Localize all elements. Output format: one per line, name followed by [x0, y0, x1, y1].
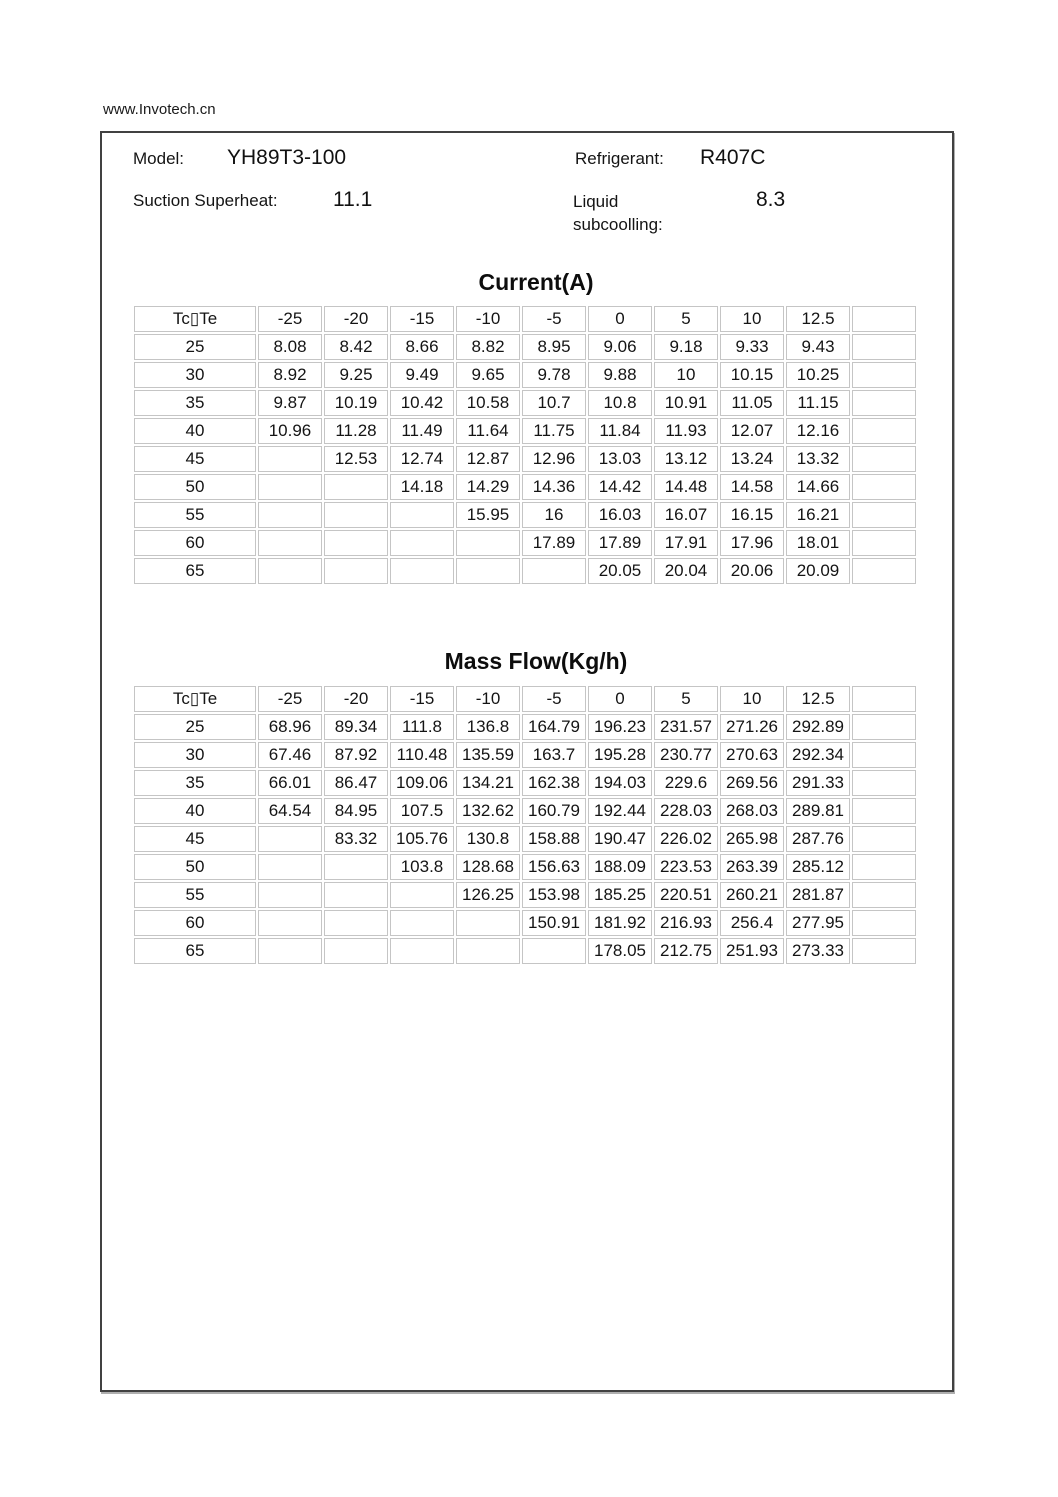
value-cell: 162.38: [522, 770, 586, 796]
value-cell: [390, 910, 454, 936]
value-cell: 89.34: [324, 714, 388, 740]
row-header-cell: 50: [134, 854, 256, 880]
value-cell: 231.57: [654, 714, 718, 740]
value-cell: 9.88: [588, 362, 652, 388]
value-cell: 10.15: [720, 362, 784, 388]
value-cell: 67.46: [258, 742, 322, 768]
empty-cell: [852, 390, 916, 416]
value-cell: [456, 938, 520, 964]
empty-cell: [852, 334, 916, 360]
value-cell: 10.25: [786, 362, 850, 388]
value-cell: 16.03: [588, 502, 652, 528]
value-cell: 223.53: [654, 854, 718, 880]
row-header-cell: 35: [134, 770, 256, 796]
value-cell: 229.6: [654, 770, 718, 796]
value-cell: 83.32: [324, 826, 388, 852]
value-cell: 188.09: [588, 854, 652, 880]
row-header-cell: 30: [134, 742, 256, 768]
value-cell: [324, 474, 388, 500]
row-header-cell: 50: [134, 474, 256, 500]
value-cell: 265.98: [720, 826, 784, 852]
model-label: Model:: [133, 149, 185, 168]
value-cell: 220.51: [654, 882, 718, 908]
value-cell: 14.42: [588, 474, 652, 500]
table-row: [134, 558, 916, 584]
value-cell: [324, 938, 388, 964]
value-cell: 16: [522, 502, 586, 528]
liquid-subcooling-value: 8.3: [756, 188, 786, 211]
value-cell: [456, 910, 520, 936]
value-cell: 269.56: [720, 770, 784, 796]
empty-cell: [852, 938, 916, 964]
value-cell: 17.89: [588, 530, 652, 556]
row-header-cell: 25: [134, 334, 256, 360]
value-cell: 11.15: [786, 390, 850, 416]
value-cell: [258, 882, 322, 908]
column-header-cell: 12.5: [786, 686, 850, 712]
value-cell: 9.25: [324, 362, 388, 388]
value-cell: 11.64: [456, 418, 520, 444]
value-cell: 14.29: [456, 474, 520, 500]
value-cell: 14.58: [720, 474, 784, 500]
value-cell: [258, 938, 322, 964]
value-cell: 13.03: [588, 446, 652, 472]
value-cell: 8.08: [258, 334, 322, 360]
table-row: [134, 938, 916, 964]
value-cell: [258, 530, 322, 556]
value-cell: 20.04: [654, 558, 718, 584]
value-cell: [390, 502, 454, 528]
empty-cell: [852, 502, 916, 528]
value-cell: [324, 558, 388, 584]
empty-cell: [852, 770, 916, 796]
value-cell: 87.92: [324, 742, 388, 768]
value-cell: 9.06: [588, 334, 652, 360]
value-cell: 150.91: [522, 910, 586, 936]
value-cell: 156.63: [522, 854, 586, 880]
current-table-title: Current(A): [478, 269, 594, 295]
value-cell: 9.65: [456, 362, 520, 388]
column-header-cell: -20: [324, 306, 388, 332]
suction-superheat-label: Suction Superheat:: [133, 191, 278, 210]
value-cell: 105.76: [390, 826, 454, 852]
value-cell: 10.58: [456, 390, 520, 416]
value-cell: 12.87: [456, 446, 520, 472]
value-cell: 17.89: [522, 530, 586, 556]
current-table: [132, 304, 918, 586]
value-cell: 13.32: [786, 446, 850, 472]
empty-cell: [852, 798, 916, 824]
table-row: [134, 826, 916, 852]
value-cell: 289.81: [786, 798, 850, 824]
value-cell: 226.02: [654, 826, 718, 852]
value-cell: 160.79: [522, 798, 586, 824]
value-cell: 18.01: [786, 530, 850, 556]
refrigerant-value: R407C: [700, 146, 766, 169]
empty-cell: [852, 418, 916, 444]
table-row: [134, 742, 916, 768]
value-cell: 153.98: [522, 882, 586, 908]
value-cell: 11.28: [324, 418, 388, 444]
row-header-cell: 40: [134, 418, 256, 444]
value-cell: 281.87: [786, 882, 850, 908]
row-header-cell: 65: [134, 558, 256, 584]
column-header-cell: -25: [258, 306, 322, 332]
table-row: [134, 502, 916, 528]
value-cell: 110.48: [390, 742, 454, 768]
value-cell: 292.89: [786, 714, 850, 740]
row-header-cell: 35: [134, 390, 256, 416]
value-cell: 11.49: [390, 418, 454, 444]
value-cell: 109.06: [390, 770, 454, 796]
liquid-subcooling-label: Liquid subcoolling:: [573, 192, 663, 234]
value-cell: 8.92: [258, 362, 322, 388]
column-header-cell: 5: [654, 686, 718, 712]
value-cell: 9.43: [786, 334, 850, 360]
value-cell: 10: [654, 362, 718, 388]
value-cell: 268.03: [720, 798, 784, 824]
value-cell: 66.01: [258, 770, 322, 796]
value-cell: [324, 530, 388, 556]
value-cell: 273.33: [786, 938, 850, 964]
value-cell: 16.07: [654, 502, 718, 528]
value-cell: 84.95: [324, 798, 388, 824]
value-cell: 285.12: [786, 854, 850, 880]
column-header-cell: -10: [456, 686, 520, 712]
value-cell: 111.8: [390, 714, 454, 740]
value-cell: 163.7: [522, 742, 586, 768]
empty-cell: [852, 742, 916, 768]
empty-cell: [852, 910, 916, 936]
row-header-cell: 40: [134, 798, 256, 824]
corner-header-cell: Tc▯Te: [134, 686, 256, 712]
value-cell: 14.48: [654, 474, 718, 500]
table-row: [134, 390, 916, 416]
value-cell: [390, 558, 454, 584]
empty-cell: [852, 530, 916, 556]
value-cell: 11.75: [522, 418, 586, 444]
value-cell: 181.92: [588, 910, 652, 936]
row-header-cell: 55: [134, 502, 256, 528]
column-header-cell: -15: [390, 306, 454, 332]
row-header-cell: 60: [134, 530, 256, 556]
value-cell: 251.93: [720, 938, 784, 964]
value-cell: 130.8: [456, 826, 520, 852]
value-cell: [522, 558, 586, 584]
value-cell: 86.47: [324, 770, 388, 796]
value-cell: 16.15: [720, 502, 784, 528]
value-cell: 196.23: [588, 714, 652, 740]
value-cell: 12.53: [324, 446, 388, 472]
value-cell: 10.96: [258, 418, 322, 444]
corner-header-cell: Tc▯Te: [134, 306, 256, 332]
value-cell: 9.87: [258, 390, 322, 416]
value-cell: [324, 910, 388, 936]
column-header-cell: -5: [522, 686, 586, 712]
value-cell: 9.78: [522, 362, 586, 388]
empty-cell: [852, 854, 916, 880]
table-header-row: [134, 306, 916, 332]
value-cell: [258, 558, 322, 584]
value-cell: [390, 938, 454, 964]
value-cell: 195.28: [588, 742, 652, 768]
table-row: [134, 798, 916, 824]
value-cell: 11.84: [588, 418, 652, 444]
value-cell: 10.91: [654, 390, 718, 416]
column-header-cell: 10: [720, 686, 784, 712]
value-cell: 270.63: [720, 742, 784, 768]
value-cell: 17.91: [654, 530, 718, 556]
column-header-cell: 0: [588, 306, 652, 332]
value-cell: 12.07: [720, 418, 784, 444]
row-header-cell: 45: [134, 826, 256, 852]
column-header-cell: 10: [720, 306, 784, 332]
table-row: [134, 334, 916, 360]
value-cell: 10.7: [522, 390, 586, 416]
value-cell: 128.68: [456, 854, 520, 880]
value-cell: [456, 558, 520, 584]
value-cell: [258, 826, 322, 852]
value-cell: 20.05: [588, 558, 652, 584]
row-header-cell: 30: [134, 362, 256, 388]
column-header-cell: 0: [588, 686, 652, 712]
value-cell: 13.24: [720, 446, 784, 472]
table-header-row: [134, 686, 916, 712]
value-cell: [258, 446, 322, 472]
row-header-cell: 65: [134, 938, 256, 964]
value-cell: [522, 938, 586, 964]
table-row: [134, 418, 916, 444]
value-cell: [324, 854, 388, 880]
value-cell: 13.12: [654, 446, 718, 472]
value-cell: 107.5: [390, 798, 454, 824]
table-row: [134, 446, 916, 472]
value-cell: 228.03: [654, 798, 718, 824]
empty-cell: [852, 474, 916, 500]
mass-flow-table-title: Mass Flow(Kg/h): [444, 648, 628, 674]
value-cell: 291.33: [786, 770, 850, 796]
table-row: [134, 474, 916, 500]
value-cell: [324, 882, 388, 908]
model-value: YH89T3-100: [227, 146, 347, 169]
value-cell: 230.77: [654, 742, 718, 768]
value-cell: [258, 910, 322, 936]
value-cell: 9.49: [390, 362, 454, 388]
value-cell: 132.62: [456, 798, 520, 824]
row-header-cell: 25: [134, 714, 256, 740]
value-cell: 12.96: [522, 446, 586, 472]
value-cell: 158.88: [522, 826, 586, 852]
column-header-cell: 5: [654, 306, 718, 332]
value-cell: 263.39: [720, 854, 784, 880]
value-cell: 260.21: [720, 882, 784, 908]
empty-cell: [852, 714, 916, 740]
empty-cell: [852, 686, 916, 712]
value-cell: 68.96: [258, 714, 322, 740]
value-cell: 9.18: [654, 334, 718, 360]
value-cell: 14.18: [390, 474, 454, 500]
empty-cell: [852, 882, 916, 908]
value-cell: 20.09: [786, 558, 850, 584]
value-cell: 271.26: [720, 714, 784, 740]
row-header-cell: 45: [134, 446, 256, 472]
value-cell: 103.8: [390, 854, 454, 880]
value-cell: 9.33: [720, 334, 784, 360]
value-cell: [390, 882, 454, 908]
empty-cell: [852, 362, 916, 388]
value-cell: [390, 530, 454, 556]
value-cell: 126.25: [456, 882, 520, 908]
column-header-cell: 12.5: [786, 306, 850, 332]
value-cell: 64.54: [258, 798, 322, 824]
empty-cell: [852, 826, 916, 852]
value-cell: [258, 502, 322, 528]
site-url-text: www.Invotech.cn: [103, 101, 216, 118]
value-cell: 192.44: [588, 798, 652, 824]
value-cell: 178.05: [588, 938, 652, 964]
value-cell: 8.82: [456, 334, 520, 360]
value-cell: [456, 530, 520, 556]
value-cell: 10.42: [390, 390, 454, 416]
column-header-cell: -25: [258, 686, 322, 712]
value-cell: 212.75: [654, 938, 718, 964]
value-cell: 12.74: [390, 446, 454, 472]
value-cell: 11.05: [720, 390, 784, 416]
column-header-cell: -10: [456, 306, 520, 332]
table-row: [134, 714, 916, 740]
empty-cell: [852, 306, 916, 332]
empty-cell: [852, 446, 916, 472]
value-cell: 256.4: [720, 910, 784, 936]
value-cell: [258, 474, 322, 500]
value-cell: 8.42: [324, 334, 388, 360]
value-cell: 135.59: [456, 742, 520, 768]
value-cell: 11.93: [654, 418, 718, 444]
value-cell: 16.21: [786, 502, 850, 528]
value-cell: 292.34: [786, 742, 850, 768]
value-cell: 10.19: [324, 390, 388, 416]
value-cell: 8.95: [522, 334, 586, 360]
value-cell: [324, 502, 388, 528]
value-cell: 134.21: [456, 770, 520, 796]
value-cell: 185.25: [588, 882, 652, 908]
table-row: [134, 362, 916, 388]
page-frame: [100, 131, 954, 1392]
value-cell: 14.36: [522, 474, 586, 500]
value-cell: 15.95: [456, 502, 520, 528]
value-cell: 17.96: [720, 530, 784, 556]
mass-flow-table: [132, 684, 918, 966]
table-row: [134, 910, 916, 936]
value-cell: 8.66: [390, 334, 454, 360]
table-row: [134, 882, 916, 908]
column-header-cell: -5: [522, 306, 586, 332]
value-cell: 10.8: [588, 390, 652, 416]
suction-superheat-value: 11.1: [333, 188, 373, 211]
column-header-cell: -20: [324, 686, 388, 712]
value-cell: 216.93: [654, 910, 718, 936]
value-cell: 287.76: [786, 826, 850, 852]
value-cell: 277.95: [786, 910, 850, 936]
table-row: [134, 530, 916, 556]
refrigerant-label: Refrigerant:: [575, 149, 664, 168]
table-row: [134, 854, 916, 880]
value-cell: 14.66: [786, 474, 850, 500]
table-row: [134, 770, 916, 796]
value-cell: 194.03: [588, 770, 652, 796]
value-cell: 190.47: [588, 826, 652, 852]
value-cell: 12.16: [786, 418, 850, 444]
column-header-cell: -15: [390, 686, 454, 712]
row-header-cell: 55: [134, 882, 256, 908]
row-header-cell: 60: [134, 910, 256, 936]
empty-cell: [852, 558, 916, 584]
value-cell: 164.79: [522, 714, 586, 740]
value-cell: 20.06: [720, 558, 784, 584]
value-cell: [258, 854, 322, 880]
value-cell: 136.8: [456, 714, 520, 740]
